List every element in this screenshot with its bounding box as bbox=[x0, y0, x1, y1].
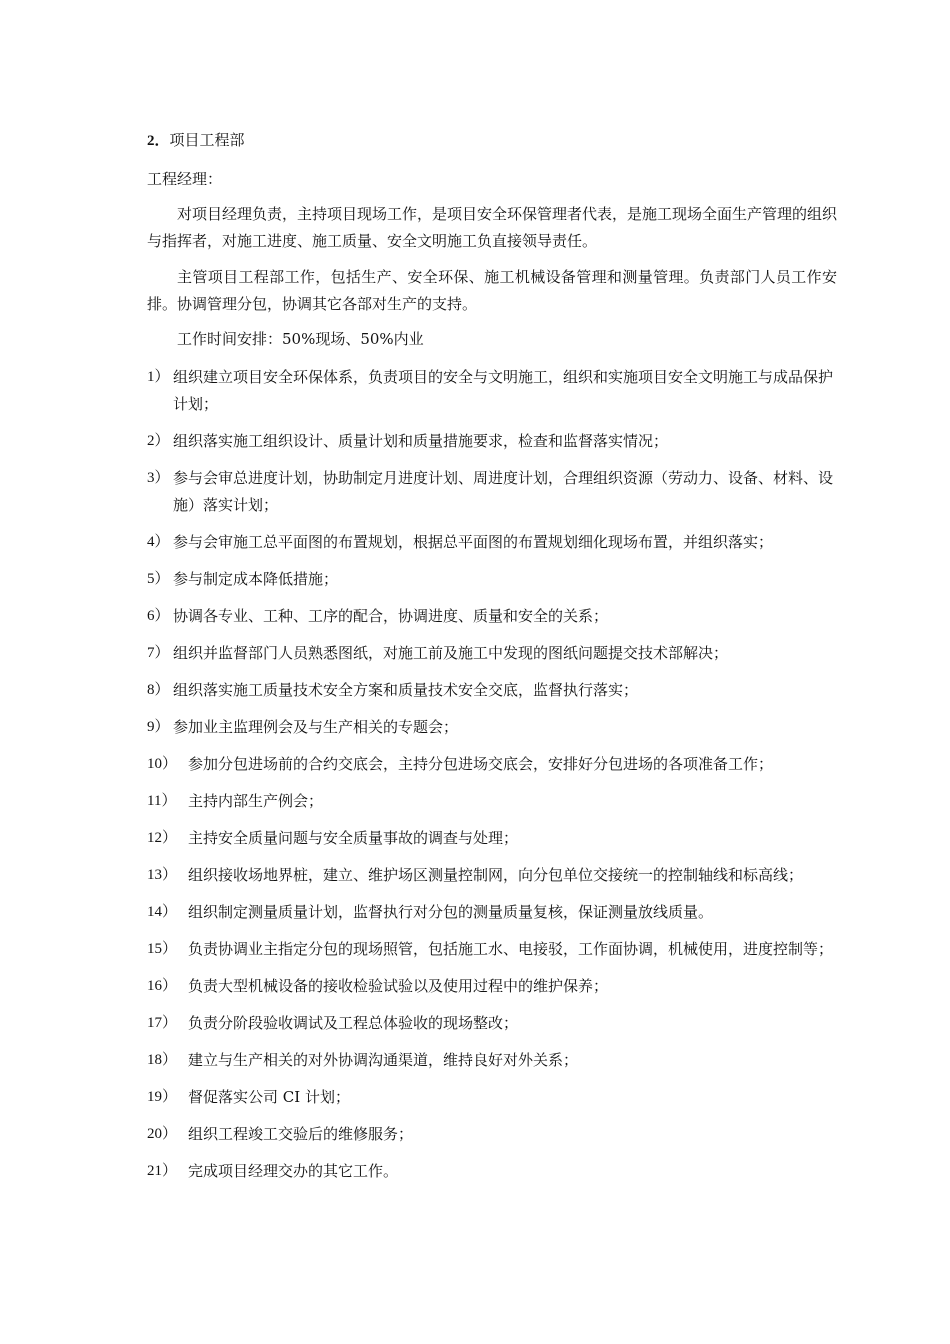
list-item-number: 10） bbox=[147, 756, 178, 772]
list-item bbox=[147, 1047, 837, 1074]
list-item-number: 2） bbox=[147, 433, 170, 449]
section-number: 2． bbox=[147, 133, 170, 149]
list-item bbox=[147, 1158, 837, 1185]
list-item-text: 参与会审总进度计划，协助制定月进度计划、周进度计划，合理组织资源（劳动力、设备、材料、设施）落实计划； bbox=[173, 469, 834, 514]
list-item-text: 组织工程竣工交验后的维修服务； bbox=[188, 1125, 414, 1143]
list-item-number: 19） bbox=[147, 1089, 178, 1105]
list-item-number: 21） bbox=[147, 1163, 178, 1179]
list-item-text: 组织接收场地界桩，建立、维护场区测量控制网，向分包单位交接统一的控制轴线和标高线； bbox=[188, 866, 804, 884]
list-item bbox=[147, 677, 837, 704]
list-item bbox=[147, 862, 837, 889]
list-item-text: 督促落实公司 CI 计划； bbox=[188, 1088, 350, 1106]
list-item-text: 参与制定成本降低措施； bbox=[173, 570, 339, 588]
list-item-text: 完成项目经理交办的其它工作。 bbox=[188, 1162, 399, 1180]
list-item bbox=[147, 751, 837, 778]
list-item-number: 9） bbox=[147, 719, 170, 735]
list-item bbox=[147, 1084, 837, 1111]
list-item bbox=[147, 936, 837, 963]
list-item bbox=[147, 899, 837, 926]
list-item-text: 组织制定测量质量计划，监督执行对分包的测量质量复核，保证测量放线质量。 bbox=[188, 903, 714, 921]
list-item bbox=[147, 825, 837, 852]
list-item-number: 12） bbox=[147, 830, 178, 846]
list-item-text: 建立与生产相关的对外协调沟通渠道，维持良好对外关系； bbox=[188, 1051, 579, 1069]
list-item-number: 17） bbox=[147, 1015, 178, 1031]
list-item-number: 13） bbox=[147, 867, 178, 883]
work-time-line: 工作时间安排：50%现场、50%内业 bbox=[177, 330, 424, 348]
list-item-number: 8） bbox=[147, 682, 170, 698]
list-item bbox=[147, 529, 837, 556]
list-item-text: 负责协调业主指定分包的现场照管，包括施工水、电接驳，工作面协调，机械使用，进度控制等； bbox=[188, 940, 834, 958]
list-item-number: 5） bbox=[147, 571, 170, 587]
section-heading bbox=[147, 129, 245, 152]
list-item bbox=[147, 973, 837, 1000]
list-item-number: 7） bbox=[147, 645, 170, 661]
list-item-text: 组织建立项目安全环保体系，负责项目的安全与文明施工，组织和实施项目安全文明施工与成品保护计划； bbox=[173, 368, 834, 413]
list-item-text: 主持内部生产例会； bbox=[188, 792, 324, 810]
list-item-text: 组织落实施工质量技术安全方案和质量技术安全交底，监督执行落实； bbox=[173, 681, 639, 699]
list-item bbox=[147, 1010, 837, 1037]
list-item-text: 主持安全质量问题与安全质量事故的调查与处理； bbox=[188, 829, 519, 847]
list-item bbox=[147, 566, 837, 593]
list-item-text: 负责大型机械设备的接收检验试验以及使用过程中的维护保养； bbox=[188, 977, 609, 995]
list-item-text: 参加分包进场前的合约交底会，主持分包进场交底会，安排好分包进场的各项准备工作； bbox=[188, 755, 774, 773]
paragraph-responsibility: 对项目经理负责，主持项目现场工作，是项目安全环保管理者代表，是施工现场全面生产管理的组织与指挥者，对施工进度、施工质量、安全文明施工负直接领导责任。 bbox=[147, 205, 838, 250]
role-title: 工程经理： bbox=[147, 170, 223, 188]
paragraph-duties: 主管项目工程部工作，包括生产、安全环保、施工机械设备管理和测量管理。负责部门人员工作安排。协调管理分包，协调其它各部对生产的支持。 bbox=[147, 268, 837, 313]
list-item bbox=[147, 788, 837, 815]
list-item-text: 负责分阶段验收调试及工程总体验收的现场整改； bbox=[188, 1014, 519, 1032]
list-item bbox=[147, 714, 837, 741]
list-item-text: 参加业主监理例会及与生产相关的专题会； bbox=[173, 718, 459, 736]
list-item bbox=[147, 1121, 837, 1148]
list-item-number: 15） bbox=[147, 941, 178, 957]
list-item bbox=[147, 364, 837, 418]
list-item-number: 4） bbox=[147, 534, 170, 550]
list-item-number: 18） bbox=[147, 1052, 178, 1068]
list-item bbox=[147, 603, 837, 630]
list-item-text: 组织落实施工组织设计、质量计划和质量措施要求，检查和监督落实情况； bbox=[173, 432, 669, 450]
list-item-number: 1） bbox=[147, 369, 170, 385]
duty-list bbox=[147, 364, 837, 1195]
section-title: 项目工程部 bbox=[169, 131, 245, 149]
list-item-number: 20） bbox=[147, 1126, 178, 1142]
list-item-number: 3） bbox=[147, 470, 170, 486]
list-item-number: 6） bbox=[147, 608, 170, 624]
list-item bbox=[147, 640, 837, 667]
list-item-text: 参与会审施工总平面图的布置规划，根据总平面图的布置规划细化现场布置，并组织落实； bbox=[173, 533, 774, 551]
list-item-text: 组织并监督部门人员熟悉图纸，对施工前及施工中发现的图纸问题提交技术部解决； bbox=[173, 644, 729, 662]
list-item bbox=[147, 465, 837, 519]
list-item-number: 14） bbox=[147, 904, 178, 920]
list-item-number: 16） bbox=[147, 978, 178, 994]
list-item-number: 11） bbox=[147, 793, 177, 809]
list-item-text: 协调各专业、工种、工序的配合，协调进度、质量和安全的关系； bbox=[173, 607, 609, 625]
list-item bbox=[147, 428, 837, 455]
